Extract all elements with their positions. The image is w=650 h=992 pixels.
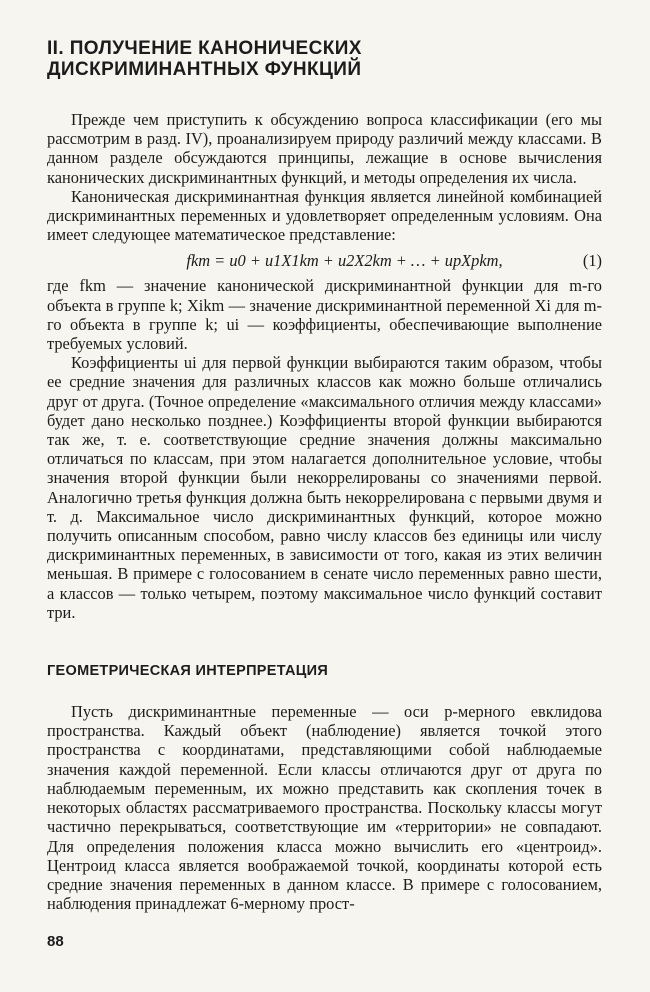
paragraph-definition: Каноническая дискриминантная функция является линейной комбинацией дискриминантных переменных и удовлетворяет определенным условиям. Она имеет следующее математическое представление: [47,186,602,245]
equation-number: (1) [582,251,602,271]
paragraph-intro: Прежде чем приступить к обсуждению вопроса классификации (его мы рассмотрим в разд. IV), проанализируем природу различий между классами. В данном разделе обсуждаются принципы, лежащие в основе вычисления канонических дискриминантных функций, и методы определения их числа. [47,110,602,187]
equation-1 [47,250,602,274]
page-number: 88 [47,933,64,950]
equation-expression: fkm = u0 + u1X1km + u2X2km + … + upXpkm, [186,251,503,271]
chapter-title [47,38,602,80]
section-title: ГЕОМЕТРИЧЕСКАЯ ИНТЕРПРЕТАЦИЯ [47,663,329,680]
paragraph-geometry: Пусть дискриминантные переменные — оси p-мерного евклидова пространства. Каждый объект (наблюдение) является точкой этого пространства с координатами, представляющими собой наблюдаемые значения каждой переменной. Если классы отличаются друг от друга по наблюдаемым переменным, их можно представить как скопления точек в некоторых областях рассматриваемого пространства. Поскольку классы могут частично перекрываться, соответствующие им «территории» не совпадают. Для определения положения класса можно вычислить его «центроид». Центроид класса является воображаемой точкой, координаты которой есть средние значения переменных в данном классе. В примере с голосованием, наблюдения принадлежат 6-мерному прост- [47,702,602,914]
page-body [47,38,602,913]
paragraph-variables: где fkm — значение канонической дискриминантной функции для m-го объекта в группе k; Xikm — значение дискриминантной переменной Xi для m-го объекта в группе k; ui — коэффициенты, обеспечивающие выполнение требуемых условий. [47,276,602,354]
chapter-title-line-1: II. ПОЛУЧЕНИЕ КАНОНИЧЕСКИХ [47,38,362,59]
paragraph-coefficients: Коэффициенты ui для первой функции выбираются таким образом, чтобы ее средние значения для различных классов как можно больше отличались друг от друга. (Точное определение «максимального отличия между классами» будет дано несколько позднее.) Коэффициенты второй функции выбираются так же, т. е. соответствующие средние значения должны максимально отличаться по классам, при этом налагается дополнительное условие, чтобы значения второй функции были некоррелированы со значениями первой. Аналогично третья функция должна быть некоррелирована с первыми двумя и т. д. Максимальное число дискриминантных функций, которое можно получить описанным способом, равно числу классов без единицы или числу дискриминантных переменных, в зависимости от того, какая из этих величин меньшая. В примере с голосованием в сенате число переменных равно шести, а классов — только четырем, поэтому максимальное число функций составит три. [47,353,602,622]
chapter-title-line-2: ДИСКРИМИНАНТНЫХ ФУНКЦИЙ [47,59,362,80]
